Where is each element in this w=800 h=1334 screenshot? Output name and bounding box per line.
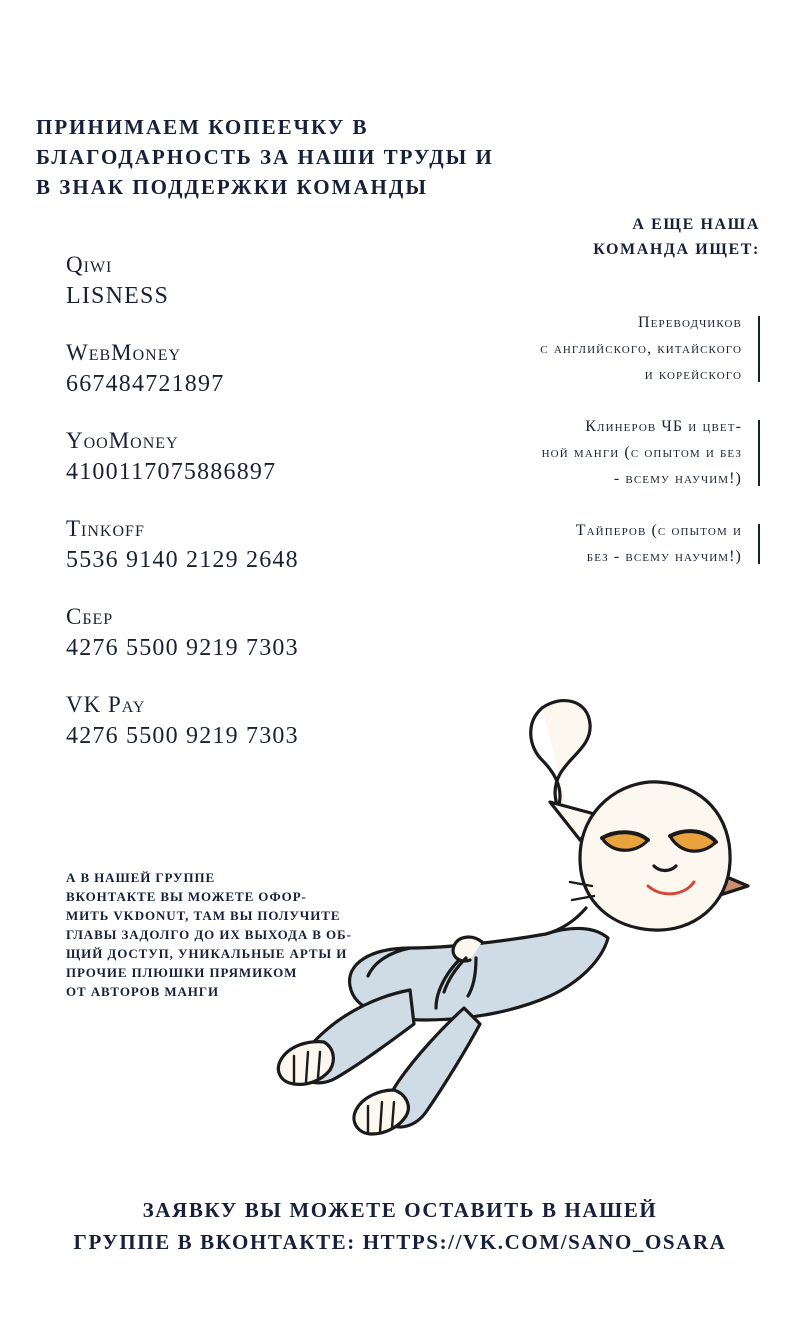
payment-item [66,250,396,312]
recruitment-line: Тайперов (с опытом и [575,522,742,539]
payment-value: 4276 5500 9219 7303 [66,723,299,749]
footer-contact [0,1194,800,1258]
recruitment-item [420,414,760,492]
payment-item [66,338,396,400]
recruitment-line: ной манги (с опытом и без [541,444,742,461]
recruitment-line: с английского, китайского [540,340,742,357]
vertical-rule [758,316,760,382]
payment-label: WebMoney [66,340,182,365]
reclining-cat-illustration [250,690,790,1160]
payment-label: Сбер [66,604,114,629]
payment-label: Tinkoff [66,516,145,541]
footer-line-2[interactable]: ГРУППЕ В ВКОНТАКТЕ: HTTPS://VK.COM/SANO_OSARA [73,1230,727,1254]
recruitment-line: Переводчиков [638,314,742,331]
recruitment-title-line: КОМАНДА ИЩЕТ: [593,241,760,258]
vertical-rule [758,420,760,486]
recruitment-line: и корейского [644,366,742,383]
recruitment-list [420,310,760,596]
footer-line-1: ЗАЯВКУ ВЫ МОЖЕТЕ ОСТАВИТЬ В НАШЕЙ [142,1198,658,1222]
headline-line-1: ПРИНИМАЕМ КОПЕЕЧКУ В [36,115,369,139]
vk-note-line: А В НАШЕЙ ГРУППЕ [66,870,216,885]
payment-label: YooMoney [66,428,179,453]
vk-note-line: ГЛАВЫ ЗАДОЛГО ДО ИХ ВЫХОДА В ОБ- [66,927,352,942]
recruitment-title [430,212,760,262]
recruitment-line: Клинеров ЧБ и цвет- [585,418,742,435]
vk-note-line: ВКОНТАКТЕ ВЫ МОЖЕТЕ ОФОР- [66,889,307,904]
recruitment-title-line: А ЕЩЕ НАША [632,216,760,233]
recruitment-item [420,518,760,570]
payment-item [66,602,396,664]
vk-note-line: ЩИЙ ДОСТУП, УНИКАЛЬНЫЕ АРТЫ И [66,946,348,961]
recruitment-item [420,310,760,388]
recruitment-line: - всему научим!) [613,470,742,487]
recruitment-line: без - всему научим!) [586,548,742,565]
payment-label: VK Pay [66,692,146,717]
payment-value: LISNESS [66,283,170,309]
payment-value: 4276 5500 9219 7303 [66,635,299,661]
payment-value: 4100117075886897 [66,459,277,485]
page-title [36,112,596,202]
vk-note-line: ПРОЧИЕ ПЛЮШКИ ПРЯМИКОМ [66,965,298,980]
vertical-rule [758,524,760,564]
payment-item [66,426,396,488]
payment-value: 667484721897 [66,371,225,397]
payment-value: 5536 9140 2129 2648 [66,547,299,573]
payment-item [66,514,396,576]
headline-line-3: В ЗНАК ПОДДЕРЖКИ КОМАНДЫ [36,175,428,199]
vk-note-line: МИТЬ VKDONUT, ТАМ ВЫ ПОЛУЧИТЕ [66,908,341,923]
headline-line-2: БЛАГОДАРНОСТЬ ЗА НАШИ ТРУДЫ И [36,145,494,169]
vk-note-line: ОТ АВТОРОВ МАНГИ [66,984,219,999]
payment-label: Qiwi [66,252,113,277]
cat-character-drawing [250,690,790,1160]
